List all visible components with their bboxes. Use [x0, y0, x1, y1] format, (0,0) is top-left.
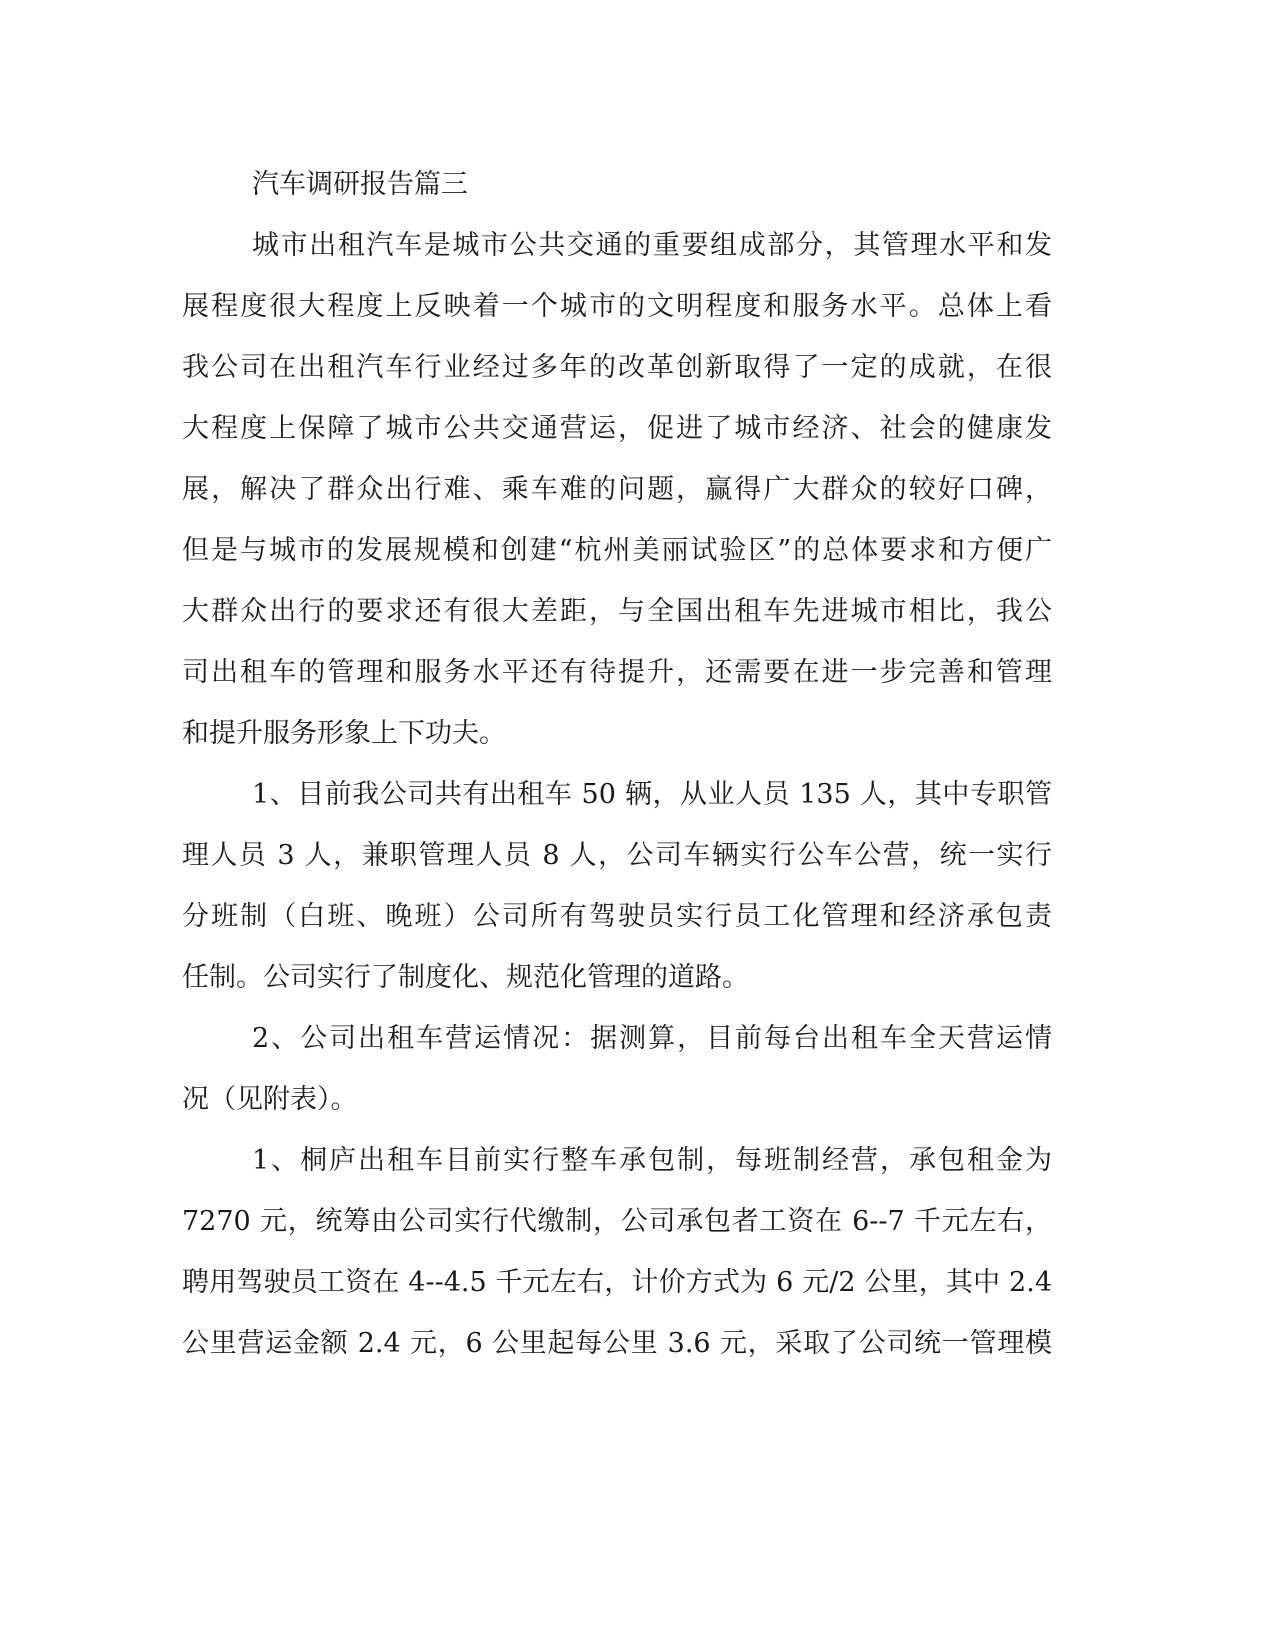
paragraph-line: 展程度很大程度上反映着一个城市的文明程度和服务水平。总体上看	[182, 291, 1052, 322]
paragraph-line: 和提升服务形象上下功夫。	[182, 718, 506, 749]
paragraph-line: 任制。公司实行了制度化、规范化管理的道路。	[182, 962, 749, 993]
paragraph-line: 司出租车的管理和服务水平还有待提升，还需要在进一步完善和管理	[182, 657, 1052, 688]
document-body	[182, 154, 1052, 1374]
paragraph-line: 7270 元，统筹由公司实行代缴制，公司承包者工资在 6--7 千元左右，	[182, 1206, 1052, 1237]
document-title: 汽车调研报告篇三	[252, 169, 468, 200]
paragraph-line: 1、桐庐出租车目前实行整车承包制，每班制经营，承包租金为	[252, 1145, 1052, 1176]
paragraph-line: 城市出租汽车是城市公共交通的重要组成部分，其管理水平和发	[252, 230, 1052, 261]
paragraph-line: 我公司在出租汽车行业经过多年的改革创新取得了一定的成就，在很	[182, 352, 1052, 383]
paragraph-line: 公里营运金额 2.4 元，6 公里起每公里 3.6 元，采取了公司统一管理模	[182, 1328, 1052, 1359]
paragraph-line: 况（见附表）。	[182, 1084, 358, 1115]
paragraph-line: 分班制（白班、晚班）公司所有驾驶员实行员工化管理和经济承包责	[182, 901, 1052, 932]
paragraph-line: 但是与城市的发展规模和创建“杭州美丽试验区”的总体要求和方便广	[182, 535, 1052, 566]
paragraph-line: 2、公司出租车营运情况：据测算，目前每台出租车全天营运情	[252, 1023, 1052, 1054]
paragraph-line: 大群众出行的要求还有很大差距，与全国出租车先进城市相比，我公	[182, 596, 1052, 627]
paragraph-line: 理人员 3 人，兼职管理人员 8 人，公司车辆实行公车公营，统一实行	[182, 840, 1052, 871]
paragraph-line: 大程度上保障了城市公共交通营运，促进了城市经济、社会的健康发	[182, 413, 1052, 444]
paragraph-line: 展，解决了群众出行难、乘车难的问题，赢得广大群众的较好口碑，	[182, 474, 1052, 505]
paragraph-line: 1、目前我公司共有出租车 50 辆，从业人员 135 人，其中专职管	[252, 779, 1052, 810]
paragraph-line: 聘用驾驶员工资在 4--4.5 千元左右，计价方式为 6 元/2 公里，其中 2.4	[182, 1267, 1052, 1298]
